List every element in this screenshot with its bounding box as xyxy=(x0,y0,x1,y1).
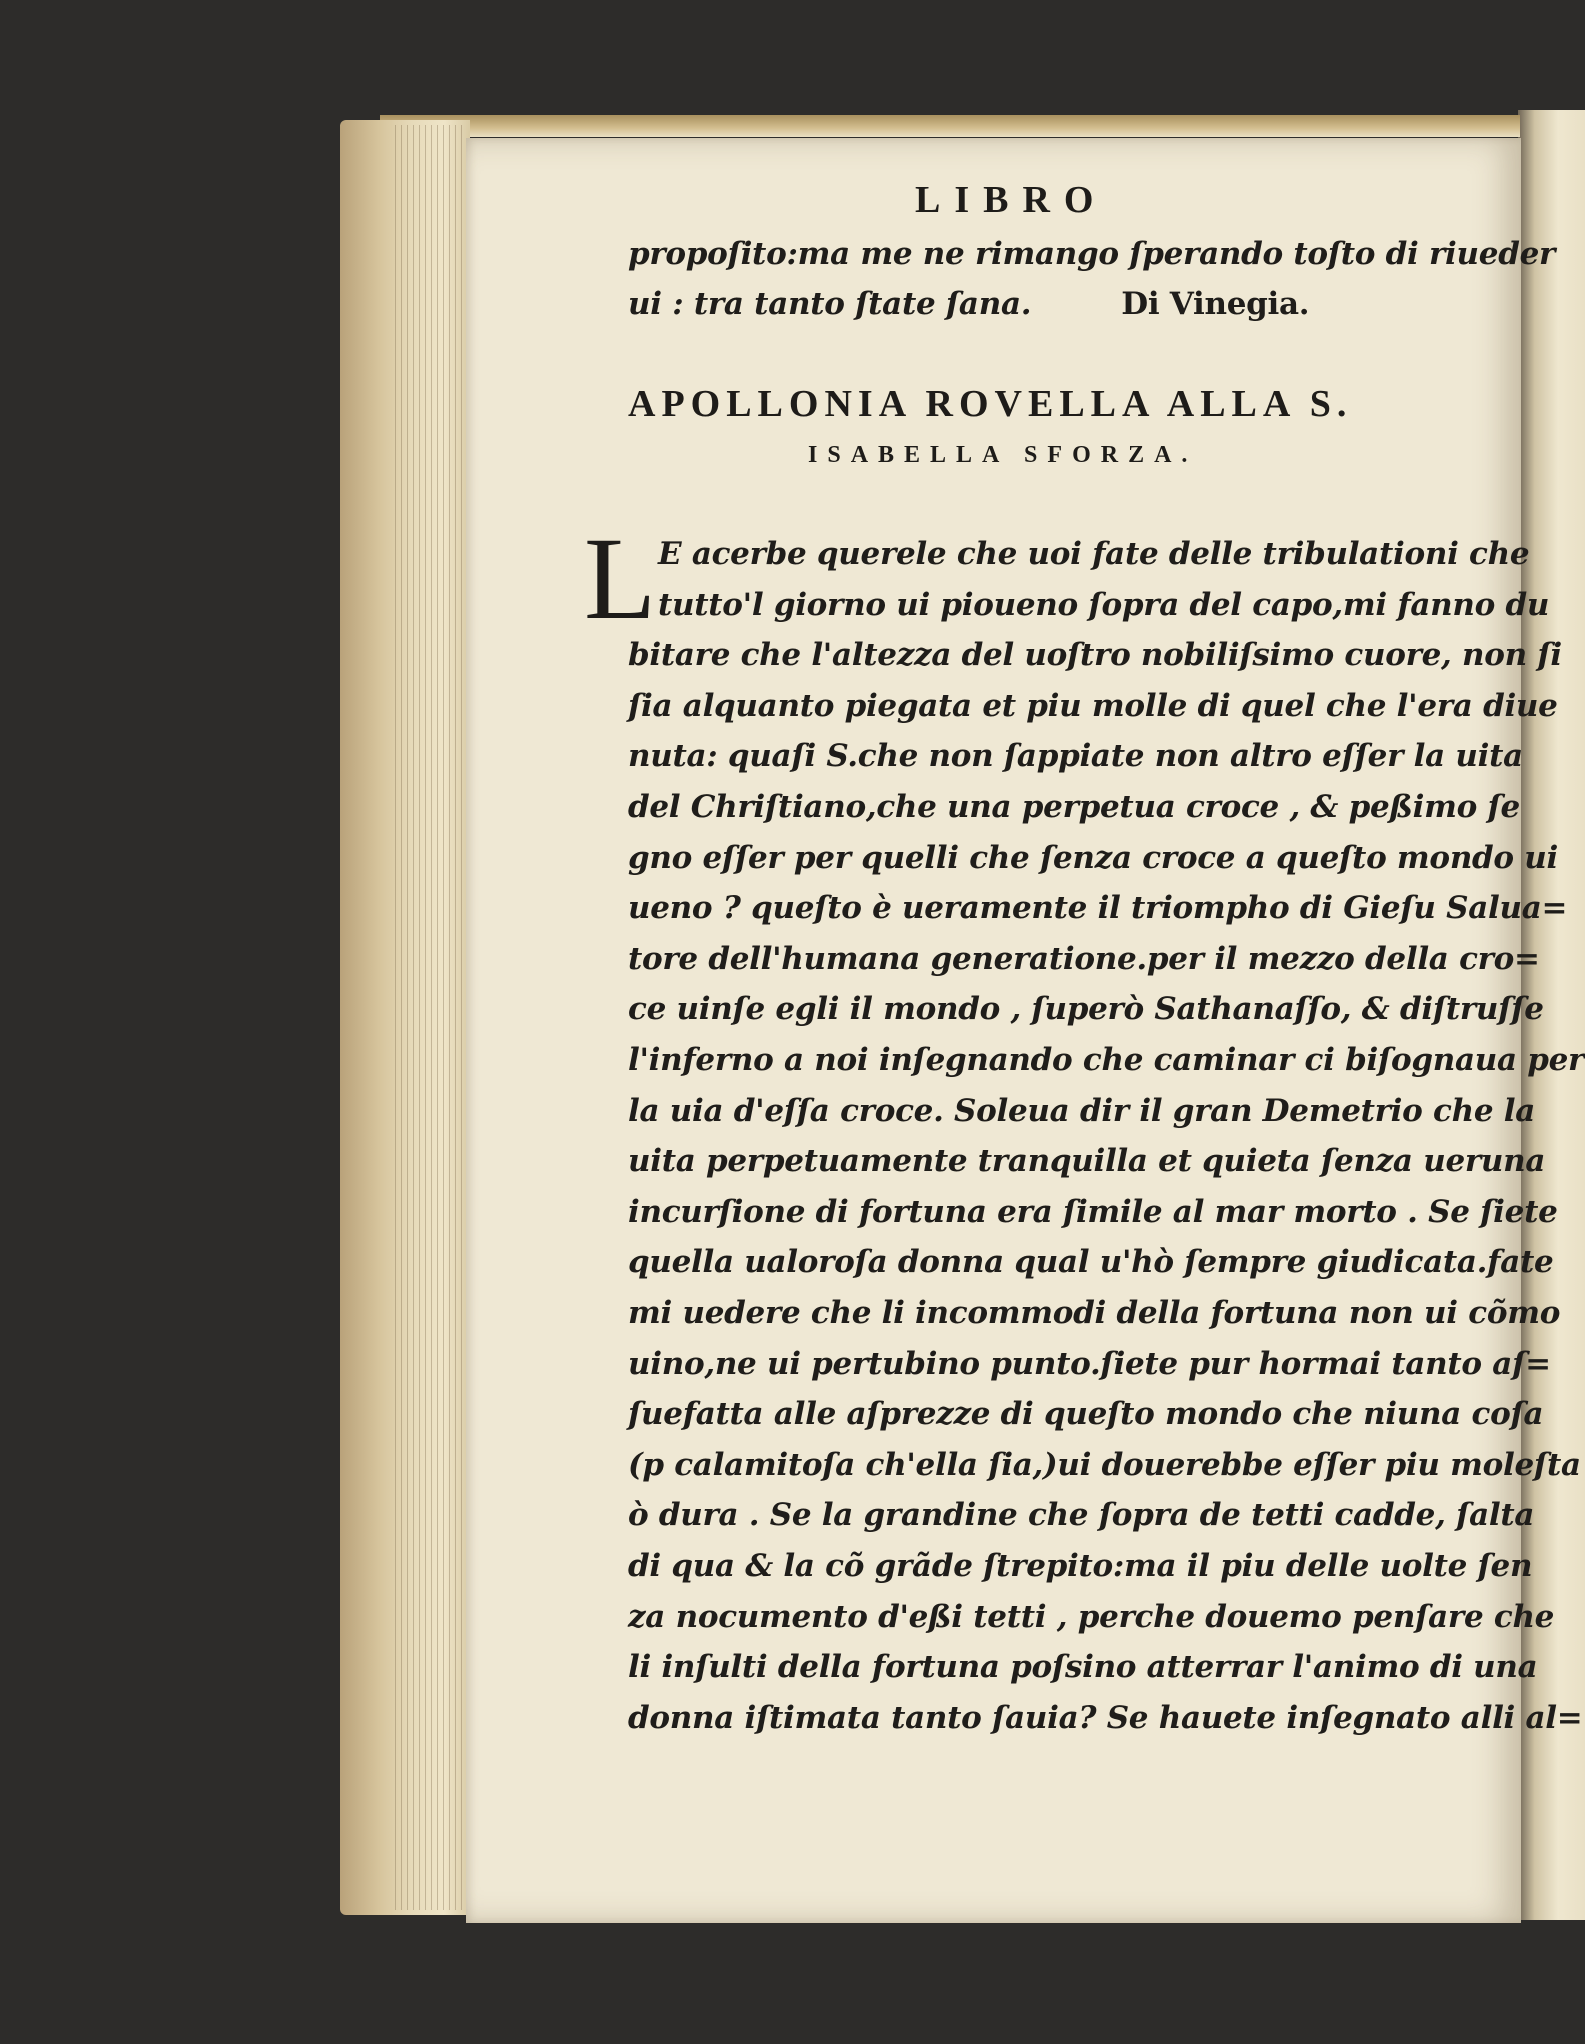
drop-capital: L xyxy=(584,513,657,644)
body-line: del Chriſtiano,che una perpetua croce , & peßimo ſe xyxy=(628,789,1520,825)
opening-line-2-text: ui : tra tanto ſtate ſana. xyxy=(628,286,1032,322)
body-line: (p calamitoſa ch'ella ſia,)ui douerebbe eſſer piu moleſta xyxy=(628,1446,1581,1483)
body-line: quella ualoroſa donna qual u'hò ſempre giudicata.fate xyxy=(628,1244,1554,1281)
body-line: ueno ? queſto è ueramente il triompho di Gieſu Salua= xyxy=(628,890,1568,927)
body-line: l'inferno a noi inſegnando che caminar ci biſognaua per xyxy=(628,1042,1585,1078)
body-line: uino,ne ui pertubino punto.ſiete pur hormai tanto aſ= xyxy=(628,1345,1551,1382)
body-line: E acerbe querele che uoi fate delle tribulationi che xyxy=(658,536,1530,572)
body-line: ſia alquanto piegata et piu molle di quel che l'era diue xyxy=(628,687,1558,724)
body-line: incurſione di fortuna era ſimile al mar morto . Se ſiete xyxy=(628,1193,1558,1230)
body-line: donna iſtimata tanto ſauia? Se hauete inſegnato alli al= xyxy=(628,1699,1583,1736)
body-line: tutto'l giorno ui pioueno ſopra del capo,mi fanno du xyxy=(658,586,1550,623)
body-line: ce uinſe egli il mondo , ſuperò Sathanaſſo, & diſtruſſe xyxy=(628,991,1544,1028)
body-line: tore dell'humana generatione.per il mezzo della cro= xyxy=(628,940,1540,977)
body-line: za nocumento d'eßi tetti , perche douemo penſare che xyxy=(628,1598,1555,1635)
book-top-edge xyxy=(380,115,1520,137)
body-line: ſuefatta alle aſprezze di queſto mondo che niuna coſa xyxy=(628,1396,1544,1433)
body-line: nuta: quaſi S.che non ſappiate non altro eſſer la uita xyxy=(628,738,1523,775)
body-line: mi uedere che li incommodi della fortuna non ui cõmo xyxy=(628,1295,1561,1331)
page-stack-lines xyxy=(395,125,465,1910)
body-line: li inſulti della fortuna poſsino atterrar l'animo di una xyxy=(628,1649,1538,1686)
opening-line-2 xyxy=(628,286,1309,322)
letter-heading: APOLLONIA ROVELLA ALLA S. xyxy=(628,383,1353,425)
letter-subheading: ISABELLA SFORZA. xyxy=(808,442,1198,468)
body-line: ò dura . Se la grandine che ſopra de tetti cadde, ſalta xyxy=(628,1497,1535,1534)
body-line: di qua & la cõ grãde ſtrepito:ma il piu delle uolte ſen xyxy=(628,1548,1533,1584)
opening-line-1: propoſito:ma me ne rimango ſperando toſto di riueder xyxy=(628,236,1556,272)
closing-place: Di Vinegia. xyxy=(1121,286,1310,322)
body-line: la uia d'eſſa croce. Soleua dir il gran Demetrio che la xyxy=(628,1092,1536,1129)
running-head: LIBRO xyxy=(915,179,1108,221)
body-line: gno eſſer per quelli che ſenza croce a queſto mondo ui xyxy=(628,839,1559,876)
body-line: bitare che l'altezza del uoſtro nobiliſsimo cuore, non ſi xyxy=(628,637,1562,674)
body-line: uita perpetuamente tranquilla et quieta ſenza ueruna xyxy=(628,1143,1546,1180)
